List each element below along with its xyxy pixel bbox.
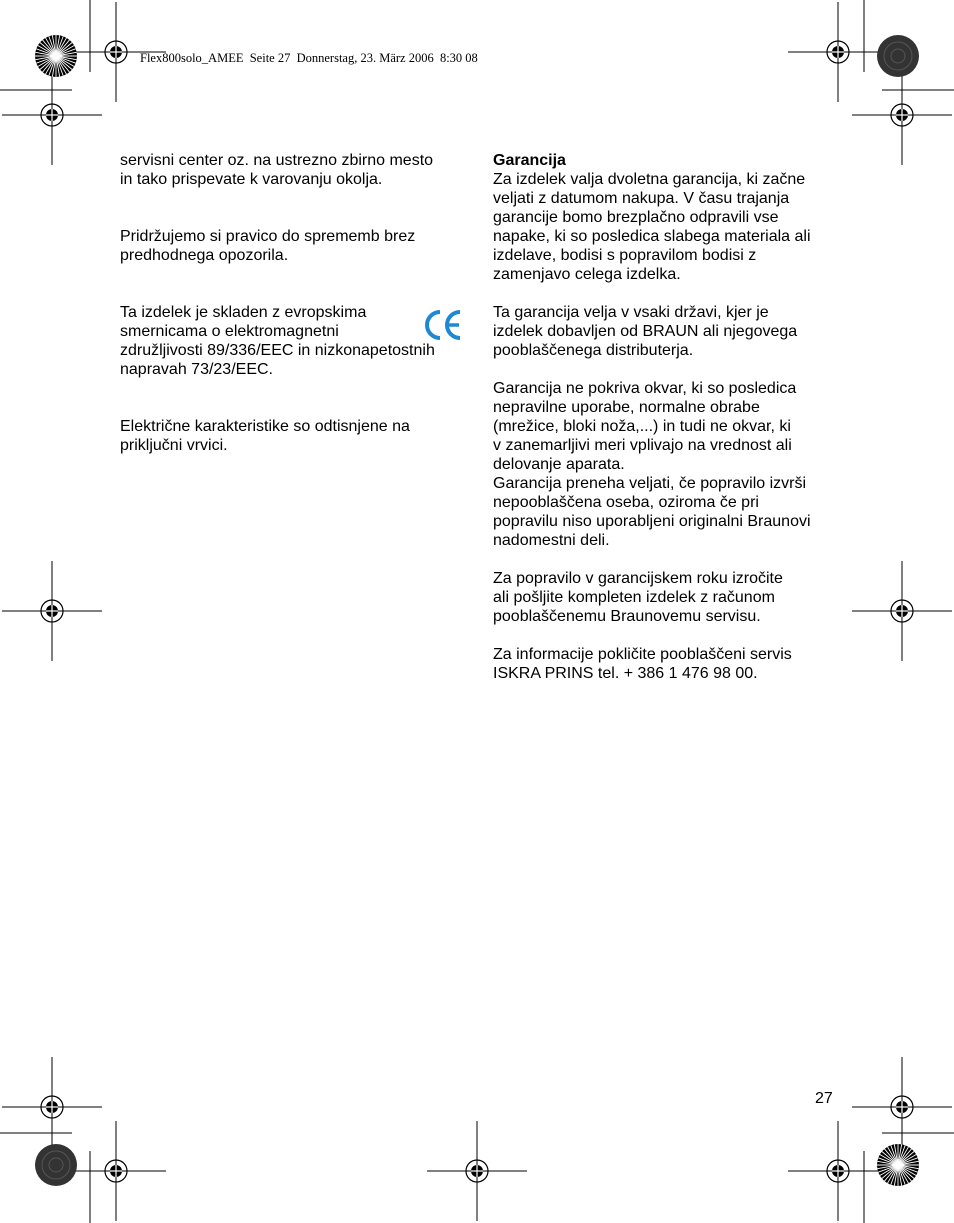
page-number: 27 [815, 1090, 833, 1107]
warranty-paragraph-1: Za izdelek valja dvoletna garancija, ki začne veljati z datumom nakupa. V času trajanja garancije bomo brezplačno odpravili vse napake, ki so posledica slabega materiala ali izdelave, bodisi s popravilom bodisi z zamenjavo celega izdelka. [493, 171, 811, 283]
registration-mark-icon [427, 1121, 527, 1221]
solid-target-icon [877, 35, 919, 77]
conformity-paragraph: Ta izdelek je skladen z evropskima smernicama o elektromagnetni združljivosti 89/336/EEC in nizkonapetostnih napravah 73/23/EEC. [120, 304, 435, 378]
registration-mark-icon [2, 561, 102, 661]
solid-target-icon [35, 1144, 77, 1186]
warranty-heading: Garancija [493, 152, 566, 169]
changes-reserved-paragraph: Pridržujemo si pravico do sprememb brez predhodnega opozorila. [120, 228, 416, 264]
registration-mark-icon [788, 1121, 888, 1221]
registration-mark-icon [852, 65, 952, 165]
warranty-paragraph-4: Za popravilo v garancijskem roku izročite ali pošljite kompleten izdelek z računom pooblaščenemu Braunovemu servisu. [493, 570, 783, 625]
ce-mark-icon [422, 308, 464, 342]
right-column [493, 151, 838, 683]
registration-mark-icon [852, 561, 952, 661]
starburst-target-icon [877, 1144, 919, 1186]
warranty-paragraph-2: Ta garancija velja v vsaki državi, kjer je izdelek dobavljen od BRAUN ali njegovega pooblaščenega distributerja. [493, 304, 798, 359]
warranty-paragraph-5: Za informacije pokličite pooblaščeni servis ISKRA PRINS tel. + 386 1 476 98 00. [493, 646, 792, 682]
slug-line: Flex800solo_AMEE Seite 27 Donnerstag, 23. März 2006 8:30 08 [140, 51, 478, 65]
left-column [120, 151, 465, 455]
starburst-target-icon [35, 35, 77, 77]
electrical-specs-paragraph: Električne karakteristike so odtisnjene na priključni vrvici. [120, 418, 410, 454]
registration-mark-icon [852, 1057, 952, 1157]
registration-mark-icon [66, 1121, 166, 1221]
warranty-paragraph-3: Garancija ne pokriva okvar, ki so posledica nepravilne uporabe, normalne obrabe (mrežice, bloki noža,...) in tudi ne okvar, ki v zanemarljivi meri vplivajo na vrednost ali delovanje aparata. Garancija preneha veljati, če popravilo izvrši nepooblaščena oseba, oziroma če pri popravilu niso uporabljeni originalni Braunovi nadomestni deli. [493, 380, 811, 549]
recycling-paragraph: servisni center oz. na ustrezno zbirno mesto in tako prispevate k varovanju okolja. [120, 152, 434, 188]
registration-mark-icon [2, 1057, 102, 1157]
registration-mark-icon [788, 2, 888, 102]
registration-mark-icon [2, 65, 102, 165]
